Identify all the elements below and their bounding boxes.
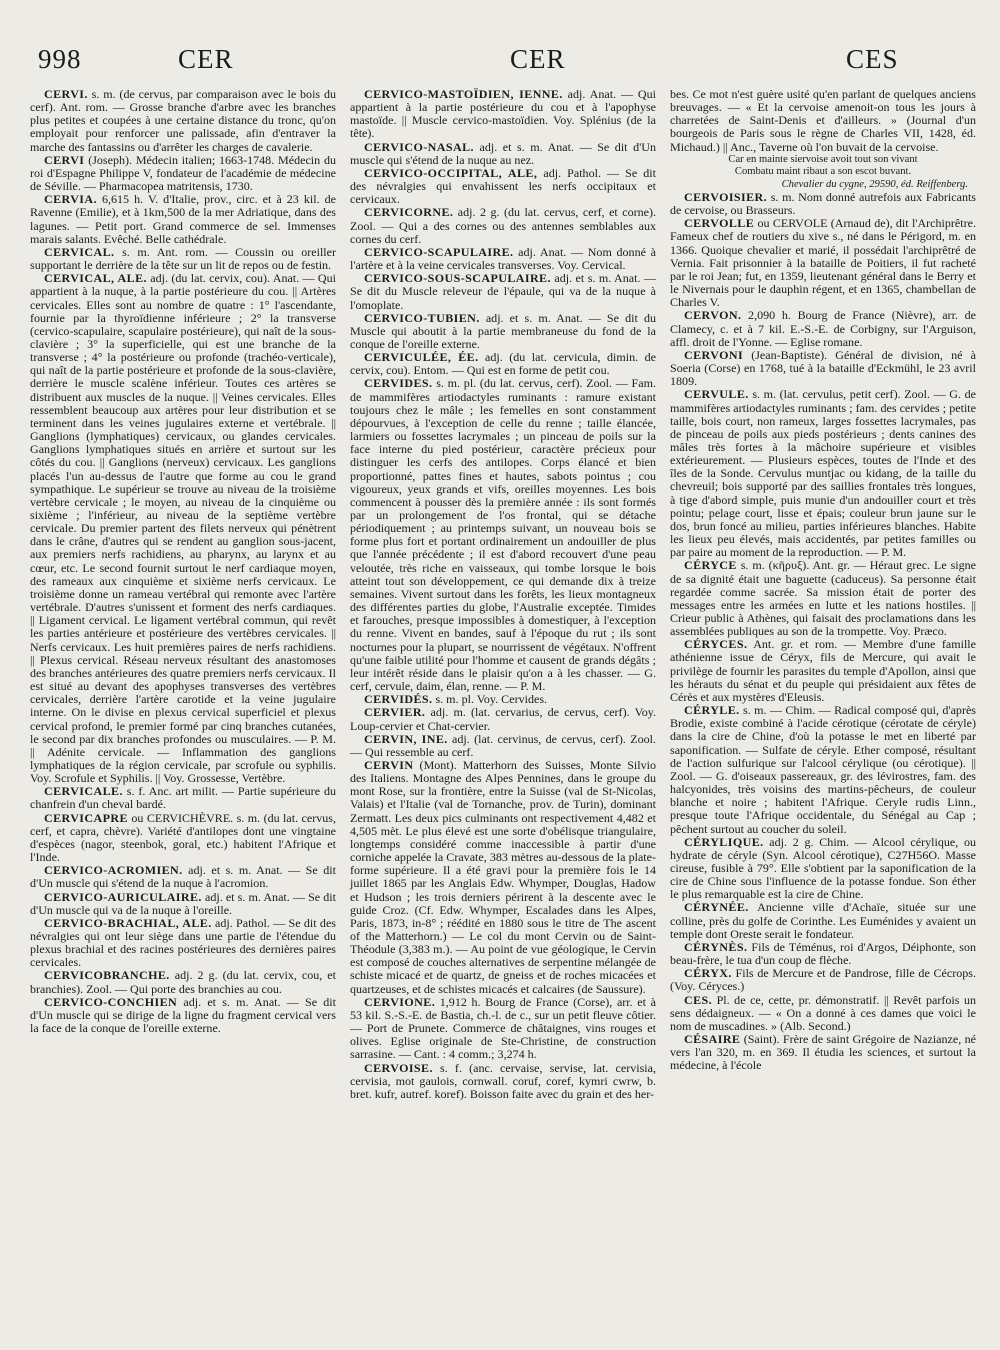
dictionary-entry	[670, 836, 976, 902]
entry-headword: CERVICO-NASAL.	[364, 139, 474, 154]
entry-headword: CERVOLLE	[684, 216, 755, 231]
guide-word-center: CER	[510, 44, 566, 74]
entry-headword: CERVICO-AURICULAIRE.	[44, 889, 202, 904]
dictionary-entry	[30, 154, 336, 193]
dictionary-entry	[670, 309, 976, 348]
entry-definition: ou CERVOLE (Arnaud de), dit l'Archiprêtre. Fameux chef de routiers du xive s., né dans le Périgord, m. en 1366. Quoique chevalier et marié, il possédait l'archiprêtré de Vernia. Fait prisonnier à la bataille de Poitiers, il fut racheté par le roi Jean; fut, en 1359, lieutenant général dans le Berry et le Nivernais pour le dauphin régent, et en 1365, chambellan de Charles V.	[670, 216, 976, 310]
text-columns	[30, 88, 978, 1101]
quote-line: Car en mainte siervoise avoit tout son vivant	[728, 153, 918, 165]
entry-definition: adj. (lat. cervinus, de cervus, cerf). Zool. — Qui ressemble au cerf.	[350, 731, 656, 759]
entry-headword: CÉRYCES.	[684, 637, 748, 652]
entry-definition: bes. Ce mot n'est guère usité qu'en parlant de quelques anciens breuvages. — « Et la cervoise amenoit-on tous les jours à charretées de Saint-Denis et d'ailleurs. » (Journal d'un bourgeois de Paris sous le règne de Charles VII, 1428, éd. Michaud.) || Anc., Taverne où l'on buvait de la cervoise.	[670, 87, 976, 154]
entry-headword: CÉRYNÉE.	[684, 900, 749, 915]
dictionary-entry	[670, 388, 976, 559]
entry-definition: adj. 2 g. Chim. — Alcool cérylique, ou hydrate de céryle (Syn. Alcool cérotique), C27H56O. Masse cireuse, fusible à 79°. Elle s'obtient par la saponification de la cire de Chine sous l'influence de la potasse fondue. Son éther le plus remarquable est la cire de Chine.	[670, 834, 976, 902]
entry-headword: CERVICO-BRACHIAL, ALE.	[44, 915, 212, 930]
entry-headword: CERVICO-CONCHIEN	[44, 994, 178, 1009]
entry-definition: adj. m. (lat. cervarius, de cervus, cerf). Voy. Loup-cervier et Chat-cervier.	[350, 705, 656, 733]
entry-headword: CERVICOBRANCHE.	[44, 968, 170, 983]
entry-headword: CÉRYX.	[684, 966, 732, 981]
entry-headword: CERVI.	[44, 87, 88, 101]
dictionary-entry	[670, 349, 976, 388]
dictionary-entry	[30, 812, 336, 865]
entry-headword: CERVON.	[684, 308, 742, 323]
entry-headword: CÉSAIRE	[684, 1032, 741, 1046]
entry-definition: Pl. de ce, cette, pr. démonstratif. || Revêt parfois un sens dédaigneux. — « On a donné à ces dames que voici le nom de muscadines. » (Alb. Second.)	[670, 992, 976, 1033]
entry-definition: adj. et s. m. Anat. — Se dit du Muscle releveur de l'épaule, qui va de la nuque à l'omoplate.	[350, 271, 656, 312]
quote-source: Chevalier du cygne, 29590, éd. Reiffenberg.	[781, 178, 968, 190]
entry-headword: CÉRYLIQUE.	[684, 834, 764, 849]
dictionary-entry	[30, 246, 336, 272]
entry-headword: CERVOISE.	[364, 1060, 433, 1075]
entry-definition: (Joseph). Médecin italien; 1663-1748. Médecin du roi d'Espagne Philippe V, fondateur de l'académie de médecine de Séville. — Pharmacopea matritensis, 1730.	[30, 152, 336, 194]
dictionary-entry	[350, 312, 656, 351]
dictionary-entry	[350, 351, 656, 377]
entry-headword: CERVICO-OCCIPITAL, ALE,	[364, 165, 538, 180]
entry-definition: s. m. Ant. rom. — Coussin ou oreiller supportant le derrière de la tête sur un lit de repos ou de festin.	[30, 244, 336, 273]
dictionary-entry	[30, 88, 336, 154]
entry-definition: adj. (du lat. cervix, cou). Anat. — Qui appartient à la nuque, à la partie postérieure du cou. || Artères cervicales. Elles sont au nombre de quatre : 1° l'ascendante, fournie par la thyroïdienne inférieure ; 2° la transverse (cervico-scapulaire, scapulaire postérieure), qui naît de la sous-clavière ; 3° la superficielle, qui est une branche de la transverse ; 4° la postérieure ou profonde (trachéo-verticale), qui naît de la partie postérieure et profonde de la sous-clavière, derrière le muscle scalène inférieur. Toutes ces artères se distribuent aux muscles de la nuque. || Veines cervicales. Elles ressemblent beaucoup aux artères pour leur distribution et se terminent dans les veines jugulaires externe et vertébrale. || Ganglions (lymphatiques) cervicaux, ou glandes cervicales. Ganglions lymphatiques situés en arrière et surtout sur les côtés du cou. || Ganglions (nerveux) cervicaux. Les ganglions placés l'un au-dessus de l'autre que forme au cou le grand sympathique. Le supérieur se trouve au niveau de la troisième vertèbre cervicale ; le moyen, au niveau de la cinquième ou sixième ; l'inférieur, au niveau de la septième vertèbre cervicale. Du premier partent des filets nerveux qui pénètrent dans le crâne, d'autres qui se rendent au ganglion sous-jacent, aux premiers nerfs rachidiens, au pharynx, au larynx et au cœur, etc. Le second fournit surtout le nerf cardiaque moyen, des rameaux aux cinquième et sixième nerfs cervicaux. Le troisième donne un rameau vertébral qui remonte avec l'artère vertébrale. D'autres s'unissent et forment des nerfs cardiaques. || Ligament cervical. Le ligament vertébral commun, qui revêt les parties antérieure et postérieure des vertèbres cervicales. || Nerfs cervicaux. Les huit premières paires de nerfs rachidiens. || Plexus cervical. Réseau nerveux résultant des anastomoses des branches antérieures des quatre premiers nerfs cervicaux. Il est situé au devant des apophyses transverses des vertèbres cervicales, derrière l'artère carotide et la veine jugulaire interne. On le divise en plexus cervical superficiel et plexus cervical profond, le premier formé par cinq branches cutanées, le second par dix branches profondes ou musculaires. — P. M. || Adénite cervicale. — Inflammation des ganglions lymphatiques de la région cervicale, par scrofule ou syphilis. Voy. Scrofule et Syphilis. || Voy. Grossesse, Vertèbre.	[30, 271, 336, 786]
dictionary-entry	[30, 864, 336, 890]
entry-headword: CERVOISIER.	[684, 190, 768, 204]
dictionary-entry	[350, 1062, 656, 1101]
dictionary-entry	[670, 88, 976, 154]
entry-definition: 6,615 h. V. d'Italie, prov., circ. et à 23 kil. de Ravenne (Emilie), et à 1km,500 de la mer Adriatique, dans des lagunes. — Petit port. Grand commerce de sel. Immenses marais salants. Evêché. Belle cathédrale.	[30, 192, 336, 246]
dictionary-entry	[350, 206, 656, 245]
dictionary-entry	[350, 167, 656, 206]
dictionary-entry	[670, 994, 976, 1033]
dictionary-entry	[670, 217, 976, 309]
dictionary-entry	[30, 891, 336, 917]
entry-definition: 1,912 h. Bourg de France (Corse), arr. et à 53 kil. S.-S.-E. de Bastia, ch.-l. de c., sur un petit fleuve côtier. — Port de Prunete. Commerce de châtaignes, vins rouges et olives. Eglise originale de Ste-Christine, de construction sarrasine. — Cant. : 4 comm.; 3,274 h.	[350, 994, 656, 1062]
entry-definition: s. m. pl. Voy. Cervides.	[432, 692, 548, 707]
entry-headword: CERVICAL, ALE.	[44, 271, 147, 286]
dictionary-entry	[670, 967, 976, 993]
entry-headword: CERVIA.	[44, 192, 97, 207]
entry-headword: CERVICORNE.	[364, 205, 454, 220]
entry-definition: Ant. gr. et rom. — Membre d'une famille athénienne issue de Céryx, fils de Mercure, qui avait le privilège de fournir les parasites du temple d'Apollon, ainsi que les hérauts du sénat et du peuple qui présidaient aux fêtes de Cérès et aux mystères d'Eleusis.	[670, 637, 976, 704]
dictionary-entry	[30, 785, 336, 811]
dictionary-entry	[670, 704, 976, 836]
entry-definition: s. m. (κῆρυξ). Ant. gr. — Héraut grec. Le signe de sa dignité était une baguette (caduceus). Sa personne était regardée comme sacrée. Sa mission était de porter des messages entre les armées en lutte et les nations hostiles. || Crieur public à Athènes, qui faisait des proclamations dans les assemblées publiques au son de la trompette. Voy. Præco.	[670, 558, 976, 639]
entry-headword: CÉRYNÈS.	[684, 939, 748, 954]
entry-headword: CERVULE.	[684, 387, 749, 402]
column-left	[30, 88, 336, 1101]
dictionary-entry	[350, 88, 656, 141]
entry-definition: adj. et s. m. Anat. — Se dit d'Un muscle qui s'étend de la nuque au nez.	[350, 139, 656, 167]
dictionary-entry	[350, 996, 656, 1062]
entry-definition: Fils de Mercure et de Pandrose, fille de Cécrops. (Voy. Céryces.)	[670, 966, 976, 994]
entry-definition: (Jean-Baptiste). Général de division, né à Soeria (Corse) en 1768, tué à la bataille d'Eckmühl, le 23 avril 1809.	[670, 347, 976, 389]
dictionary-entry	[670, 638, 976, 704]
dictionary-entry	[350, 759, 656, 996]
entry-definition: adj. et s. m. Anat. — Se dit du Muscle qui aboutit à la partie membraneuse du fond de la conque de l'oreille externe.	[350, 310, 656, 351]
entry-headword: CERVICULÉE, ÉE.	[364, 350, 479, 365]
entry-headword: CERVICALE.	[44, 784, 123, 799]
entry-headword: CERVIDES.	[364, 376, 433, 391]
dictionary-entry	[670, 191, 976, 217]
citation-quote	[670, 154, 976, 191]
entry-definition: s. f. Anc. art milit. — Partie supérieure du chanfrein d'un cheval bardé.	[30, 784, 336, 812]
entry-definition: (Saint). Frère de saint Grégoire de Nazianze, né vers l'an 320, m. en 369. Il étudia les sciences, et surtout la médecine, à l'école	[670, 1032, 976, 1073]
dictionary-entry	[670, 1033, 976, 1072]
page-number: 998	[38, 44, 82, 74]
dictionary-entry	[30, 969, 336, 995]
entry-definition: adj. et s. m. Anat. — Se dit d'Un muscle qui s'étend de la nuque à l'acromion.	[30, 863, 336, 891]
entry-definition: s. m. — Chim. — Radical composé qui, d'après Brodie, existe combiné à l'acide cérotique (cérotate de céryle) dans la cire de Chine, d'où la potasse le met en liberté par saponification. — Sulfate de céryle. Ether composé, résultant de l'action sulfurique sur l'alcool cérylique (ou cérotique). || Zool. — G. d'oiseaux passereaux, gr. des lévirostres, fam. des halcyonides, très voisins des martins-pêcheurs, de couleur blanche et noire ; habitent l'Afrique. Ceryle rudis Linn., presque toute l'Afrique occidentale, du Sénégal au Cap ; pêchent surtout au coucher du soleil.	[670, 703, 976, 836]
entry-definition: (Mont). Matterhorn des Suisses, Monte Silvio des Italiens. Montagne des Alpes Pennines, dans le groupe du mont Rose, sur la frontière, entre la Suisse (val de St-Nicolas, Valais) et l'Italie (val de Tornanche, prov. de Turin), dominant Zermatt. Les deux pics culminants ont respectivement 4,482 et 4,505 mèt. Le plus élevé est une sorte d'obélisque triangulaire, longtemps considéré comme inaccessible à partir d'une corniche appelée la Cravate, 383 mètres au-dessous de la plate-forme supérieure. Il a été gravi pour la première fois le 14 juillet 1865 par les Anglais Edw. Whymper, Douglas, Hadow et Hudson ; les trois derniers périrent à la descente avec le guide Croz. (Cf. Edw. Whymper, Escalades dans les Alpes, Paris, 1873, in-8° ; réédité en 1880 sous le titre de The ascent of the Matterhorn.) — Le col du mont Cervin ou de Saint-Théodule (3,383 m.). — Au point de vue géologique, le Cervin est composé de couches alternatives de serpentine mélangée de schiste micacé et de quartz, de gneiss et de roches micacées et quartzeuses, et de schistes micacés et calcaires (de Saussure).	[350, 757, 656, 996]
entry-headword: CERVIER.	[364, 705, 426, 720]
entry-headword: CERVIN	[364, 757, 414, 772]
entry-definition: Fils de Téménus, roi d'Argos, Déiphonte, son beau-frère, le tua d'un coup de flèche.	[670, 939, 976, 968]
quote-line: Combatu maint ribaut a son escot buvant.	[734, 166, 912, 178]
dictionary-entry	[350, 706, 656, 732]
dictionary-entry	[350, 377, 656, 693]
dictionary-entry	[30, 272, 336, 785]
entry-headword: CERVICO-SCAPULAIRE.	[364, 244, 514, 259]
entry-definition: s. m. pl. (du lat. cervus, cerf). Zool. — Fam. de mammifères artiodactyles ruminants : ramure existant toujours chez le mâle ; les femelles en sont constamment dépourvues, à l'exception de celle du renne ; taille élancée, larmiers ou fossettes lacrymales ; un pinceau de poils sur la face interne du pied postérieur, caractère précieux pour distinguer les cerfs des antilopes. Corps élancé et bien proportionné, pattes fines et hautes, sabots pointus ; cou vigoureux, yeux grands et vifs, oreilles moyennes. Les bois commencent à pousser dès la première année : ils sont formés par un prolongement de l'os frontal, qui se détache périodiquement ; au printemps suivant, un nouveau bois se forme plus fort et portant ordinairement un andouiller de plus que l'année précédente ; il est d'abord recouvert d'une peau veloutée, très riche en vaisseaux, qui tombe lorsque le bois atteint tout son développement, ce qui demande dix à treize semaines. Vivent surtout dans les forêts, les lieux montagneux des différentes parties du globe, l'Australie exceptée. Timides et farouches, presque impossibles à domestiquer, à l'exception du renne. Vivent en bandes, sauf à l'époque du rut ; ils sont nocturnes pour la plupart, se nourrissent de végétaux. N'offrent qu'une faible utilité pour l'homme et causent de grands dégâts ; leur intérêt réside dans le plaisir qu'on a à les chasser. — G. cerf, cervule, daim, élan, renne. — P. M.	[350, 376, 656, 694]
dictionary-entry	[350, 733, 656, 759]
entry-definition: s. m. Nom donné autrefois aux Fabricants de cervoise, ou Brasseurs.	[670, 190, 976, 218]
column-middle	[350, 88, 656, 1101]
entry-headword: CERVICO-ACROMIEN.	[44, 863, 183, 878]
dictionary-entry	[350, 246, 656, 272]
entry-headword: CERVICAPRE	[44, 810, 128, 825]
guide-word-right: CES	[846, 44, 899, 74]
entry-definition: adj. et s. m. Anat. — Se dit d'Un muscle qui va de la nuque à l'oreille.	[30, 889, 336, 917]
entry-definition: adj. Pathol. — Se dit des névralgies qui ont leur siège dans une partie de l'étendue du plexus brachial et des racines postérieures des dernières paires cervicales.	[30, 915, 336, 970]
entry-headword: CERVIDÉS.	[364, 692, 433, 707]
entry-definition: adj. Anat. — Qui appartient à la partie postérieure du cou et à l'apophyse mastoïde. || Muscle cervico-mastoïdien. Voy. Splénius (de la tête).	[350, 87, 656, 141]
dictionary-entry	[30, 917, 336, 970]
entry-headword: CERVIONE.	[364, 994, 436, 1009]
entry-headword: CERVICO-SOUS-SCAPULAIRE.	[364, 271, 551, 286]
dictionary-entry	[350, 141, 656, 167]
entry-definition: adj. et s. m. Anat. — Se dit d'Un muscle qui se dirige de la ligne du fragment cervical vers la face de la conque de l'oreille externe.	[30, 994, 336, 1036]
entry-definition: s. m. (de cervus, par comparaison avec le bois du cerf). Ant. rom. — Grosse branche d'arbre avec les branches plus petites et coupées à une certaine distance du tronc, qu'on employait pour renforcer une palissade, afin d'entraver la marche des fantassins ou d'arrêter les charges de cavalerie.	[30, 87, 336, 154]
entry-headword: CES.	[684, 992, 713, 1007]
entry-definition: s. f. (anc. cervaise, servise, lat. cervisia, cervisia, mot gaulois, cornwall. coruf, coref, kymri cwrw, b. bret. kufr, autref. koref). Boisson faite avec du grain et des her-	[350, 1060, 656, 1101]
entry-headword: CERVICAL.	[44, 244, 115, 259]
entry-definition: adj. 2 g. (du lat. cervix, cou, et branchies). Zool. — Qui porte des branchies au cou.	[30, 968, 336, 996]
column-right	[670, 88, 976, 1101]
guide-word-left: CER	[178, 44, 234, 74]
entry-definition: adj. Pathol. — Se dit des névralgies qui envahissent les nerfs occipitaux et cervicaux.	[350, 165, 657, 207]
entry-headword: CERVICO-TUBIEN.	[364, 310, 480, 325]
running-header	[30, 40, 978, 88]
entry-definition: adj. (du lat. cervicula, dimin. de cervix, cou). Entom. — Qui est en forme de petit cou.	[350, 350, 656, 378]
dictionary-entry	[670, 941, 976, 967]
entry-definition: adj. 2 g. (du lat. cervus, cerf, et corne). Zool. — Qui a des cornes ou des antennes semblables aux cornes du cerf.	[350, 205, 656, 246]
dictionary-entry	[350, 272, 656, 311]
entry-headword: CÉRYLE.	[684, 703, 740, 718]
entry-headword: CERVIN, INE.	[364, 731, 448, 746]
entry-definition: 2,090 h. Bourg de France (Nièvre), arr. de Clamecy, c. et à 7 kil. E.-S.-E. de Corbigny, sur l'Arguison, affl. droit de l'Yonne. — Eglise romane.	[670, 308, 976, 349]
entry-headword: CERVI	[44, 152, 85, 167]
dictionary-entry	[30, 996, 336, 1035]
entry-headword: CERVICO-MASTOÏDIEN, IENNE.	[364, 87, 563, 101]
entry-headword: CERVONI	[684, 347, 744, 362]
entry-definition: Ancienne ville d'Achaïe, située sur une colline, près du golfe de Corinthe. Les Euménides y avaient un temple dont Oreste serait le fondateur.	[670, 900, 976, 941]
entry-headword: CÉRYCE	[684, 558, 737, 573]
dictionary-entry	[670, 559, 976, 638]
entry-definition: adj. Anat. — Nom donné à l'artère et à la veine cervicales transverses. Voy. Cervical.	[350, 244, 656, 273]
dictionary-entry	[670, 901, 976, 940]
entry-definition: s. m. (lat. cervulus, petit cerf). Zool. — G. de mammifères artiodactyles ruminants ; fam. des cervides ; petite taille, bois court, non rameux, larges fossettes lacrymales, pas de pinceau de poils aux pieds postérieurs ; dents canines des mâles très fortes à la mâchoire supérieure et visibles extérieurement. — Plusieurs espèces, toutes de l'Inde et des îles de la Sonde. Cervulus muntjac ou kidang, de la taille du chevreuil; bois supporté par des saillies frontales très longues, à tige d'abord simple, puis munie d'un andouiller court et très pointu; pelage court, lisse et épais; couleur brun jaune sur le dos, brun foncé au milieu, parties inférieures blanches. Habite les lieux peu élevés, mais accidentés, par petites familles ou par paire au moment de la reproduction. — P. M.	[670, 387, 976, 560]
entry-definition: ou CERVICHÈVRE. s. m. (du lat. cervus, cerf, et capra, chèvre). Variété d'antilopes dont une vingtaine d'espèces (nagor, steenbok, goral, etc.) habitent l'Afrique et l'Inde.	[30, 810, 336, 865]
dictionary-entry	[30, 193, 336, 246]
